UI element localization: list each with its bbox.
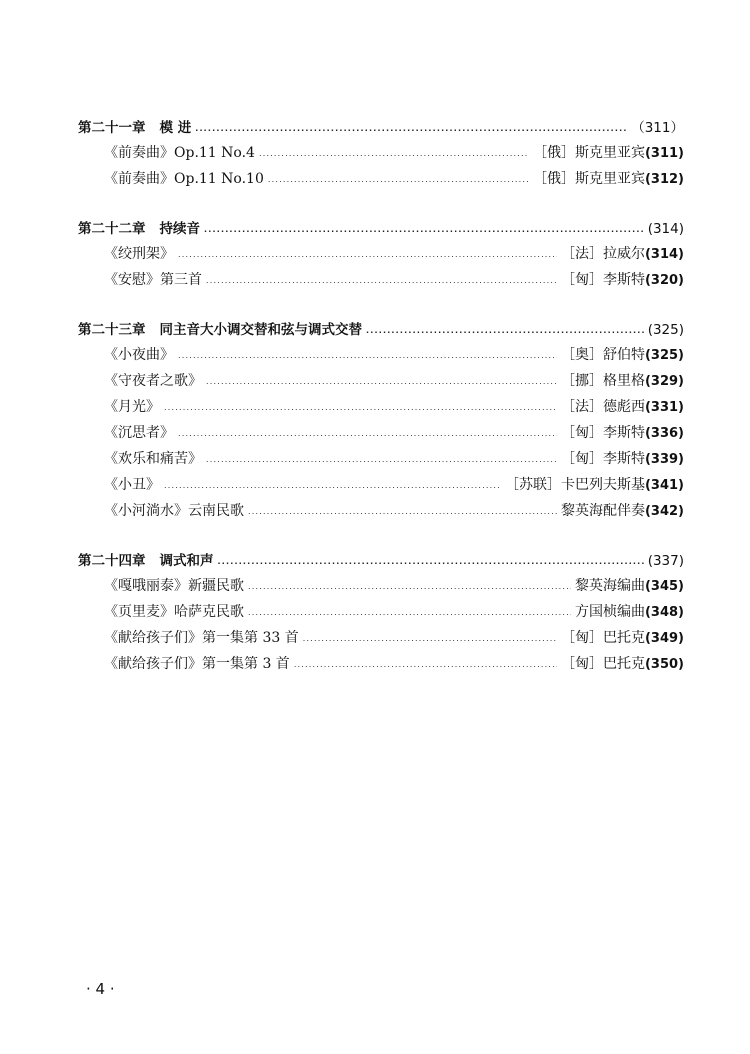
piece-title: 《守夜者之歌》 — [104, 373, 202, 389]
dot-leader — [178, 351, 557, 360]
toc-entry[interactable] — [78, 627, 684, 653]
chapter-section — [78, 549, 684, 679]
chapter-heading[interactable] — [78, 217, 684, 243]
dot-leader — [268, 175, 529, 184]
piece-title: 《沉思者》 — [104, 425, 174, 441]
entry-page: (339) — [644, 452, 684, 467]
piece-title: 《月光》 — [104, 399, 160, 415]
dot-leader — [204, 225, 644, 234]
entry-page: (342) — [644, 504, 684, 519]
piece-title: 《献给孩子们》第一集第 3 首 — [104, 656, 290, 672]
page-number: · 4 · — [86, 980, 115, 998]
chapter-section — [78, 318, 684, 526]
chapter-number: 第二十四章 — [78, 553, 146, 569]
chapter-page: (337) — [647, 553, 684, 569]
composer-attribution: ［匈］李斯特 — [560, 272, 645, 288]
toc-entry[interactable] — [78, 370, 684, 396]
chapter-number: 第二十二章 — [78, 221, 146, 237]
toc-entry[interactable] — [78, 474, 684, 500]
toc-entry[interactable] — [78, 396, 684, 422]
dot-leader — [206, 276, 557, 285]
piece-title: 《安慰》第三首 — [104, 272, 202, 288]
toc-entry[interactable] — [78, 653, 684, 679]
dot-leader — [303, 634, 557, 643]
dot-leader — [259, 149, 529, 158]
chapter-heading[interactable] — [78, 116, 684, 142]
toc-entry[interactable] — [78, 448, 684, 474]
chapter-title: 同主音大小调交替和弦与调式交替 — [159, 322, 362, 338]
composer-attribution: ［匈］李斯特 — [560, 425, 645, 441]
chapter-page: (325) — [647, 322, 684, 338]
dot-leader — [206, 377, 557, 386]
chapter-number: 第二十一章 — [78, 120, 146, 136]
piece-title: 《页里麦》哈萨克民歌 — [104, 604, 244, 620]
chapter-section — [78, 116, 684, 194]
piece-title: 《小丑》 — [104, 477, 160, 493]
dot-leader — [248, 608, 571, 617]
dot-leader — [178, 250, 557, 259]
chapter-page: (314) — [647, 221, 684, 237]
dot-leader — [248, 507, 557, 516]
entry-page: (349) — [644, 631, 684, 646]
entry-page: (320) — [644, 273, 684, 288]
composer-attribution: ［俄］斯克里亚宾 — [532, 171, 645, 187]
dot-leader — [218, 557, 644, 566]
entry-page: (348) — [644, 605, 684, 620]
composer-attribution: ［匈］李斯特 — [560, 451, 645, 467]
piece-title: 《欢乐和痛苦》 — [104, 451, 202, 467]
chapter-section — [78, 217, 684, 295]
toc-entry[interactable] — [78, 142, 684, 168]
piece-title: 《嘎哦丽泰》新疆民歌 — [104, 578, 244, 594]
piece-title: 《绞刑架》 — [104, 246, 174, 262]
dot-leader — [195, 124, 627, 133]
dot-leader — [178, 429, 557, 438]
composer-attribution: ［法］德彪西 — [560, 399, 645, 415]
toc-entry[interactable] — [78, 168, 684, 194]
composer-attribution: 方国桢编曲 — [574, 604, 645, 620]
chapter-heading[interactable] — [78, 549, 684, 575]
entry-page: (311) — [644, 146, 684, 161]
entry-page: (314) — [644, 247, 684, 262]
entry-page: (350) — [644, 657, 684, 672]
dot-leader — [164, 481, 501, 490]
composer-attribution: ［匈］巴托克 — [560, 630, 645, 646]
dot-leader — [206, 455, 557, 464]
toc-entry[interactable] — [78, 344, 684, 370]
toc-entry[interactable] — [78, 243, 684, 269]
table-of-contents — [78, 116, 684, 702]
piece-title: 《小河淌水》云南民歌 — [104, 503, 244, 519]
chapter-title: 调式和声 — [159, 553, 214, 569]
entry-page: (312) — [644, 172, 684, 187]
entry-page: (345) — [644, 579, 684, 594]
chapter-number: 第二十三章 — [78, 322, 146, 338]
chapter-title: 持续音 — [159, 221, 200, 237]
composer-attribution: ［匈］巴托克 — [560, 656, 645, 672]
composer-attribution: ［苏联］卡巴列夫斯基 — [504, 477, 645, 493]
chapter-heading[interactable] — [78, 318, 684, 344]
dot-leader — [294, 660, 557, 669]
entry-page: (325) — [644, 348, 684, 363]
piece-title: 《小夜曲》 — [104, 347, 174, 363]
piece-title: 《前奏曲》Op.11 No.4 — [104, 145, 255, 161]
composer-attribution: 黎英海编曲 — [574, 578, 645, 594]
toc-entry[interactable] — [78, 601, 684, 627]
composer-attribution: ［奥］舒伯特 — [560, 347, 645, 363]
piece-title: 《献给孩子们》第一集第 33 首 — [104, 630, 299, 646]
composer-attribution: 黎英海配伴奏 — [560, 503, 645, 519]
composer-attribution: ［法］拉威尔 — [560, 246, 645, 262]
composer-attribution: ［挪］格里格 — [560, 373, 645, 389]
dot-leader — [248, 582, 571, 591]
toc-entry[interactable] — [78, 575, 684, 601]
toc-entry[interactable] — [78, 269, 684, 295]
dot-leader — [366, 326, 644, 335]
chapter-title: 模 进 — [159, 120, 192, 136]
entry-page: (341) — [644, 478, 684, 493]
composer-attribution: ［俄］斯克里亚宾 — [532, 145, 645, 161]
entry-page: (329) — [644, 374, 684, 389]
entry-page: (331) — [644, 400, 684, 415]
entry-page: (336) — [644, 426, 684, 441]
toc-entry[interactable] — [78, 500, 684, 526]
piece-title: 《前奏曲》Op.11 No.10 — [104, 171, 264, 187]
chapter-page: （311） — [631, 120, 684, 136]
dot-leader — [164, 403, 557, 412]
toc-entry[interactable] — [78, 422, 684, 448]
